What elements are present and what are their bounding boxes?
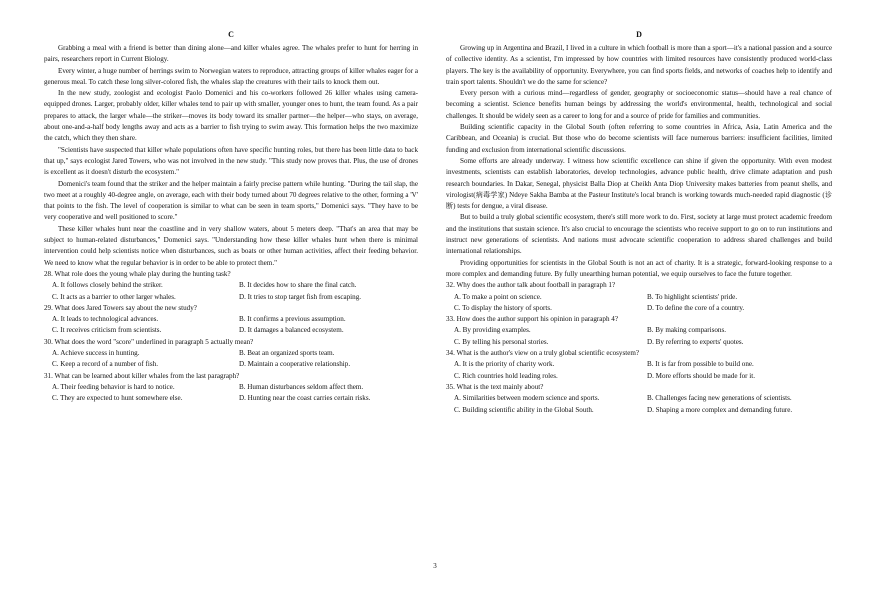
passage-d-paragraph: Every person with a curious mind—regardless of gender, geography or socioeconomic status—should have a real chance of becoming a scientist. Science benefits human beings by addressing the world's environmental, health, technological and social challenges. It should be widely seen as a career to long for and a source of pride for families and communities. [446,89,832,120]
option-b: B. Beat an organized sports team. [239,349,335,358]
question-stem: 34. What is the author's view on a truly global scientific ecosystem? [446,349,640,358]
option-d: D. By referring to experts' quotes. [647,337,744,346]
option-b: B. Challenges facing new generations of scientists. [647,394,792,403]
question-stem: 35. What is the text mainly about? [446,382,544,391]
question-28 [44,269,418,303]
question-stem: 31. What can be learned about killer whales from the last paragraph? [44,371,240,380]
question-stem: 29. What does Jared Towers say about the new study? [44,303,197,312]
option-c: C. It receives criticism from scientists. [52,326,162,335]
question-options [446,292,832,315]
passage-c-paragraph: "Scientists have suspected that killer whale populations often have specific hunting roles, but there has been little data to back that up," says ecologist Jared Towers, who was not involved in the new study. "This study now proves that. Plus, the use of drones is excellent as it doesn't disturb the ecosystem." [44,145,418,177]
question-stem: 32. Why does the author talk about football in paragraph 1? [446,281,616,290]
passage-c-paragraph: In the new study, zoologist and ecologist Paolo Domenici and his co-workers followed 26 killer whales using camera-equipped drones. Larger, probably older, killer whales tend to pair up with smaller, younger ones to hunt, the team found. As a pair prepares to attack, the larger whale—the striker—moves its body toward its smaller partner—the helper—who stays, on average, about one-and-a-half body lengths away and acts as a barrier to fish trying to swim away. This formation helps the two maximize the catch, which they then share. [44,89,418,143]
option-d: D. It damages a balanced ecosystem. [239,326,344,335]
question-options [446,325,832,348]
option-c: C. Keep a record of a number of fish. [52,360,158,369]
question-stem: 28. What role does the young whale play during the hunting task? [44,269,231,278]
option-d: D. It tries to stop target fish from escaping. [239,292,362,301]
option-c: C. They are expected to hunt somewhere else. [52,394,183,403]
option-a: A. It is the priority of charity work. [454,360,555,369]
option-b: B. Human disturbances seldom affect them. [239,382,364,391]
option-d: D. Maintain a cooperative relationship. [239,360,351,369]
option-a: A. By providing examples. [454,326,531,335]
question-stem: 30. What does the word "score" underlined in paragraph 5 actually mean? [44,337,254,346]
option-d: D. More efforts should be made for it. [647,371,756,380]
option-a: A. It follows closely behind the striker. [52,281,163,290]
question-29 [44,303,418,337]
question-options [44,314,418,337]
option-b: B. It confirms a previous assumption. [239,315,346,324]
passage-c-paragraph: Grabbing a meal with a friend is better than dining alone—and killer whales agree. The whales prefer to hunt for herring in pairs, researchers report in Current Biology. [44,44,418,64]
question-34 [446,348,832,382]
question-32 [446,280,832,314]
passage-d-paragraph: Building scientific capacity in the Global South (often referring to some countries in Africa, Asia, Latin America and the Caribbean, and Oceania) is crucial. But those who do become scientists will face numerous barriers: insufficient facilities, limited funding and exclusion from international scientific discussions. [446,123,832,154]
question-options [44,348,418,371]
passage-d-paragraph: Some efforts are already underway. I witness how scientific excellence can shine if given the opportunity. With even modest investments, scientists can establish laboratories, develop technologies, advance public health, drive climate adaptation and push research boundaries. In Dakar, Senegal, physicist Balla Diop at Cheikh Anta Diop University makes batteries from peanut shells, and virologist(病毒学家) Ndeye Sakha Bamba at the Pasteur Institute's local branch is working towards much-needed rapid diagnostic (诊断) tests for dengue, a viral disease. [446,156,832,211]
passage-d-paragraph: Providing opportunities for scientists in the Global South is not an act of charity. It is a strategic, forward-looking response to a more complex and demanding future. By fully unearthing human potential, we equip ourselves to face the future together. [446,258,832,278]
question-options [446,359,832,382]
passage-d-column [446,30,832,416]
option-c: C. Rich countries hold leading roles. [454,371,558,380]
passage-d-heading: D [636,30,642,39]
option-b: B. By making comparisons. [647,326,727,335]
question-31 [44,371,418,405]
question-options [44,382,418,405]
passage-c-paragraph: These killer whales hunt near the coastline and in very shallow waters, about 5 meters deep. "That's an area that may be subject to human-related disturbances," Domenici says. "Understanding how these killer whales hunt when there is minimal intervention could help scientists notice when disturbances, such as boats or other human activities, affect their feeding behavior. We need to know what the regular behavior is in order to be able to protect them." [44,224,418,267]
question-options [446,393,832,416]
option-a: A. Their feeding behavior is hard to notice. [52,382,175,391]
passage-c-paragraph: Domenici's team found that the striker and the helper maintain a fairly precise pattern while hunting. "During the tail slap, the two meet at a roughly 40-degree angle, on average, each with their body turned about 70 degrees relative to the other, forming a 'V' that points to the fish. The level of cooperation is similar to what can be seen in team sports," Domenici says. "They have to be very cooperative and well positioned to score." [44,179,418,222]
passage-c-paragraph: Every winter, a huge number of herrings swim to Norwegian waters to reproduce, attracting groups of killer whales eager for a generous meal. To catch these long silver-colored fish, the whales slap the creatures with their tails to knock them out. [44,66,418,86]
option-c: C. By telling his personal stories. [454,337,549,346]
passage-c-column [44,30,418,405]
option-c: C. Building scientific ability in the Global South. [454,405,594,414]
passage-d-paragraph: But to build a truly global scientific ecosystem, there's still more work to do. First, society at large must protect academic freedom and the institutions that sustain science. It's also crucial to encourage the scientists who receive support to go on to run institutions and instruct new generations of scientists. And nations must advocate scientific cooperation to address shared challenges and build international relationships. [446,213,832,256]
option-b: B. It decides how to share the final catch. [239,281,357,290]
page-number: 3 [433,562,437,570]
question-options [44,280,418,303]
passage-c-heading: C [228,30,234,39]
option-c: C. It acts as a barrier to other larger whales. [52,292,176,301]
option-d: D. Hunting near the coast carries certain risks. [239,394,371,403]
option-d: D. Shaping a more complex and demanding future. [647,405,793,414]
question-stem: 33. How does the author support his opinion in paragraph 4? [446,315,618,324]
option-d: D. To define the core of a country. [647,303,745,312]
question-30 [44,337,418,371]
option-a: A. Similarities between modern science and sports. [454,394,600,403]
option-b: B. To highlight scientists' pride. [647,292,738,301]
option-a: A. To make a point on science. [454,292,542,301]
question-35 [446,382,832,416]
option-a: A. Achieve success in hunting. [52,349,140,358]
option-c: C. To display the history of sports. [454,303,552,312]
option-a: A. It leads to technological advances. [52,315,159,324]
passage-d-paragraph: Growing up in Argentina and Brazil, I lived in a culture in which football is more than a sport—it's a national passion and a source of collective identity. As a scientist, I'm impressed by how countries with limited resources have consistently produced world-class players. The key is the availability of opportunity. Everywhere, you can find sports fields, and networks of coaches help to identify and train sport talents. Shouldn't we do the same for science? [446,44,832,86]
option-b: B. It is far from possible to build one. [647,360,754,369]
question-33 [446,314,832,348]
